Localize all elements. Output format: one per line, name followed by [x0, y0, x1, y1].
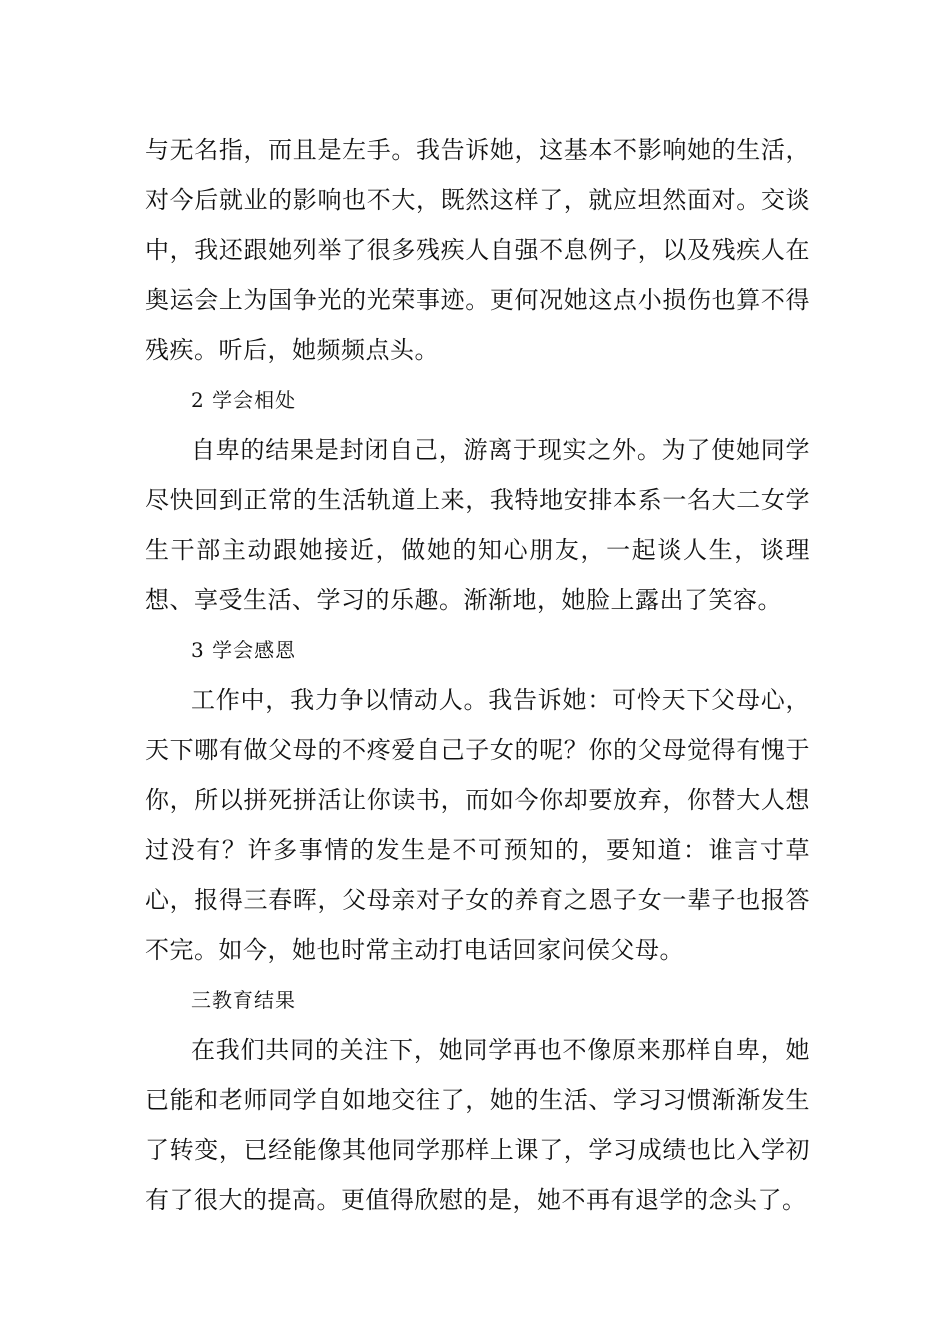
paragraph-get-along: 自卑的结果是封闭自己，游离于现实之外。为了使她同学尽快回到正常的生活轨道上来，我特地安排本系一名大二女学生干部主动跟她接近，做她的知心朋友，一起谈人生，谈理想、享受生活、学习的乐趣。渐渐地，她脸上露出了笑容。: [145, 436, 810, 614]
paragraph-results: 在我们共同的关注下，她同学再也不像原来那样自卑，她已能和老师同学自如地交往了，她的生活、学习习惯渐渐发生了转变，已经能像其他同学那样上课了，学习成绩也比入学初有了很大的提高。更值得欣慰的是，她不再有退学的念头了。: [145, 1036, 810, 1214]
section-heading-education-results: 三教育结果: [191, 988, 296, 1012]
document-body: [145, 125, 810, 1225]
section-heading-learn-gratitude: 3 学会感恩: [191, 638, 297, 662]
paragraph-gratitude: 工作中，我力争以情动人。我告诉她：可怜天下父母心，天下哪有做父母的不疼爱自己子女的呢？你的父母觉得有愧于你，所以拼死拼活让你读书，而如今你却要放弃，你替大人想过没有？许多事情的发生是不可预知的，要知道：谁言寸草心，报得三春晖，父母亲对子女的养育之恩子女一辈子也报答不完。如今，她也时常主动打电话回家问侯父母。: [145, 686, 810, 964]
paragraph-continued: 与无名指，而且是左手。我告诉她，这基本不影响她的生活，对今后就业的影响也不大，既然这样了，就应坦然面对。交谈中，我还跟她列举了很多残疾人自强不息例子，以及残疾人在奥运会上为国争光的光荣事迹。更何况她这点小损伤也算不得残疾。听后，她频频点头。: [145, 136, 810, 364]
section-heading-learn-to-get-along: 2 学会相处: [191, 388, 297, 412]
